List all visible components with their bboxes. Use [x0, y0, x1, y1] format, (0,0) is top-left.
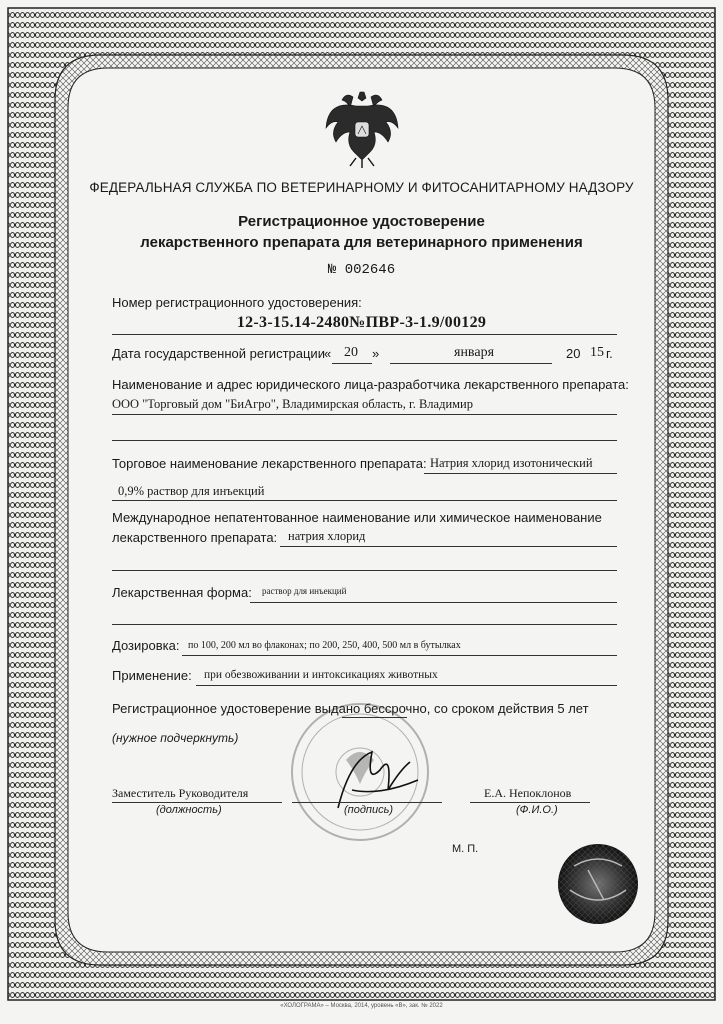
inn-label: Международное непатентованное наименование или химическое наименование [112, 510, 602, 525]
underline [112, 440, 617, 441]
date-close-quote: » [372, 346, 380, 361]
coat-of-arms-icon [326, 92, 398, 168]
printer-imprint: «ХОЛОГРАМА» – Москва, 2014, уровень «В», зак. № 2022 [280, 1003, 443, 1009]
registration-day: 20 [344, 345, 358, 360]
underline [470, 802, 590, 803]
developer-label: Наименование и адрес юридического лица-разработчика лекарственного препарата: [112, 377, 629, 392]
inn-label-continued: лекарственного препарата: [112, 530, 278, 545]
agency-name: ФЕДЕРАЛЬНАЯ СЛУЖБА ПО ВЕТЕРИНАРНОМУ И ФИТОСАНИТАРНОМУ НАДЗОРУ [89, 180, 634, 195]
dosage-label: Дозировка: [112, 638, 180, 653]
registration-number-value: 12-3-15.14-2480№ПВР-3-1.9/00129 [236, 314, 487, 331]
trade-name-value: Натрия хлорид изотонический [430, 456, 593, 470]
seal-placement-label: М. П. [452, 843, 479, 855]
date-open-quote: « [324, 346, 332, 361]
dosage-form-label: Лекарственная форма: [112, 585, 252, 600]
registration-number-label: Номер регистрационного удостоверения: [112, 295, 362, 310]
validity-hint: (нужное подчеркнуть) [112, 731, 239, 745]
registration-year-unit: г. [606, 346, 613, 361]
validity-statement: Регистрационное удостоверение выдано бессрочно, со сроком действия 5 лет [112, 701, 589, 716]
trade-name-label: Торговое наименование лекарственного препарата: [112, 456, 427, 471]
registration-date-label: Дата государственной регистрации [112, 346, 325, 361]
underline [332, 363, 372, 364]
underline [196, 685, 617, 686]
underline [250, 602, 617, 603]
application-label: Применение: [112, 668, 192, 683]
serial-number: № 002646 [327, 262, 396, 278]
certificate-subtitle: лекарственного препарата для ветеринарного применения [140, 234, 583, 251]
dosage-value: по 100, 200 мл во флаконах; по 200, 250, 400, 500 мл в бутылках [188, 640, 461, 651]
registration-year-prefix: 20 [566, 346, 581, 361]
hologram-sticker-icon [558, 844, 638, 924]
developer-value: ООО "Торговый дом "БиАгро", Владимирская область, г. Владимир [112, 397, 473, 411]
trade-name-value-continued: 0,9% раствор для инъекций [118, 484, 265, 498]
underline [424, 473, 617, 474]
underline [112, 570, 617, 571]
underline [112, 624, 617, 625]
underline [182, 655, 617, 656]
signature-hint: (подпись) [344, 804, 394, 816]
underline [112, 414, 617, 415]
underline [112, 334, 617, 335]
registration-month: января [454, 345, 495, 360]
underline [292, 802, 442, 803]
underline [280, 546, 617, 547]
underline [112, 500, 617, 501]
registration-year-suffix: 15 [590, 345, 604, 360]
official-seal-icon [292, 704, 428, 840]
underline [390, 363, 552, 364]
application-value: при обезвоживании и интоксикациях животных [204, 669, 438, 681]
inn-value: натрия хлорид [288, 529, 366, 543]
dosage-form-value: раствор для инъекций [262, 586, 347, 596]
signatory-position: Заместитель Руководителя [112, 786, 249, 800]
name-hint: (Ф.И.О.) [516, 804, 558, 816]
certificate-title: Регистрационное удостоверение [238, 213, 485, 230]
position-hint: (должность) [156, 804, 222, 816]
underline [112, 802, 282, 803]
underline [342, 717, 407, 718]
signatory-name: Е.А. Непоклонов [484, 786, 572, 800]
